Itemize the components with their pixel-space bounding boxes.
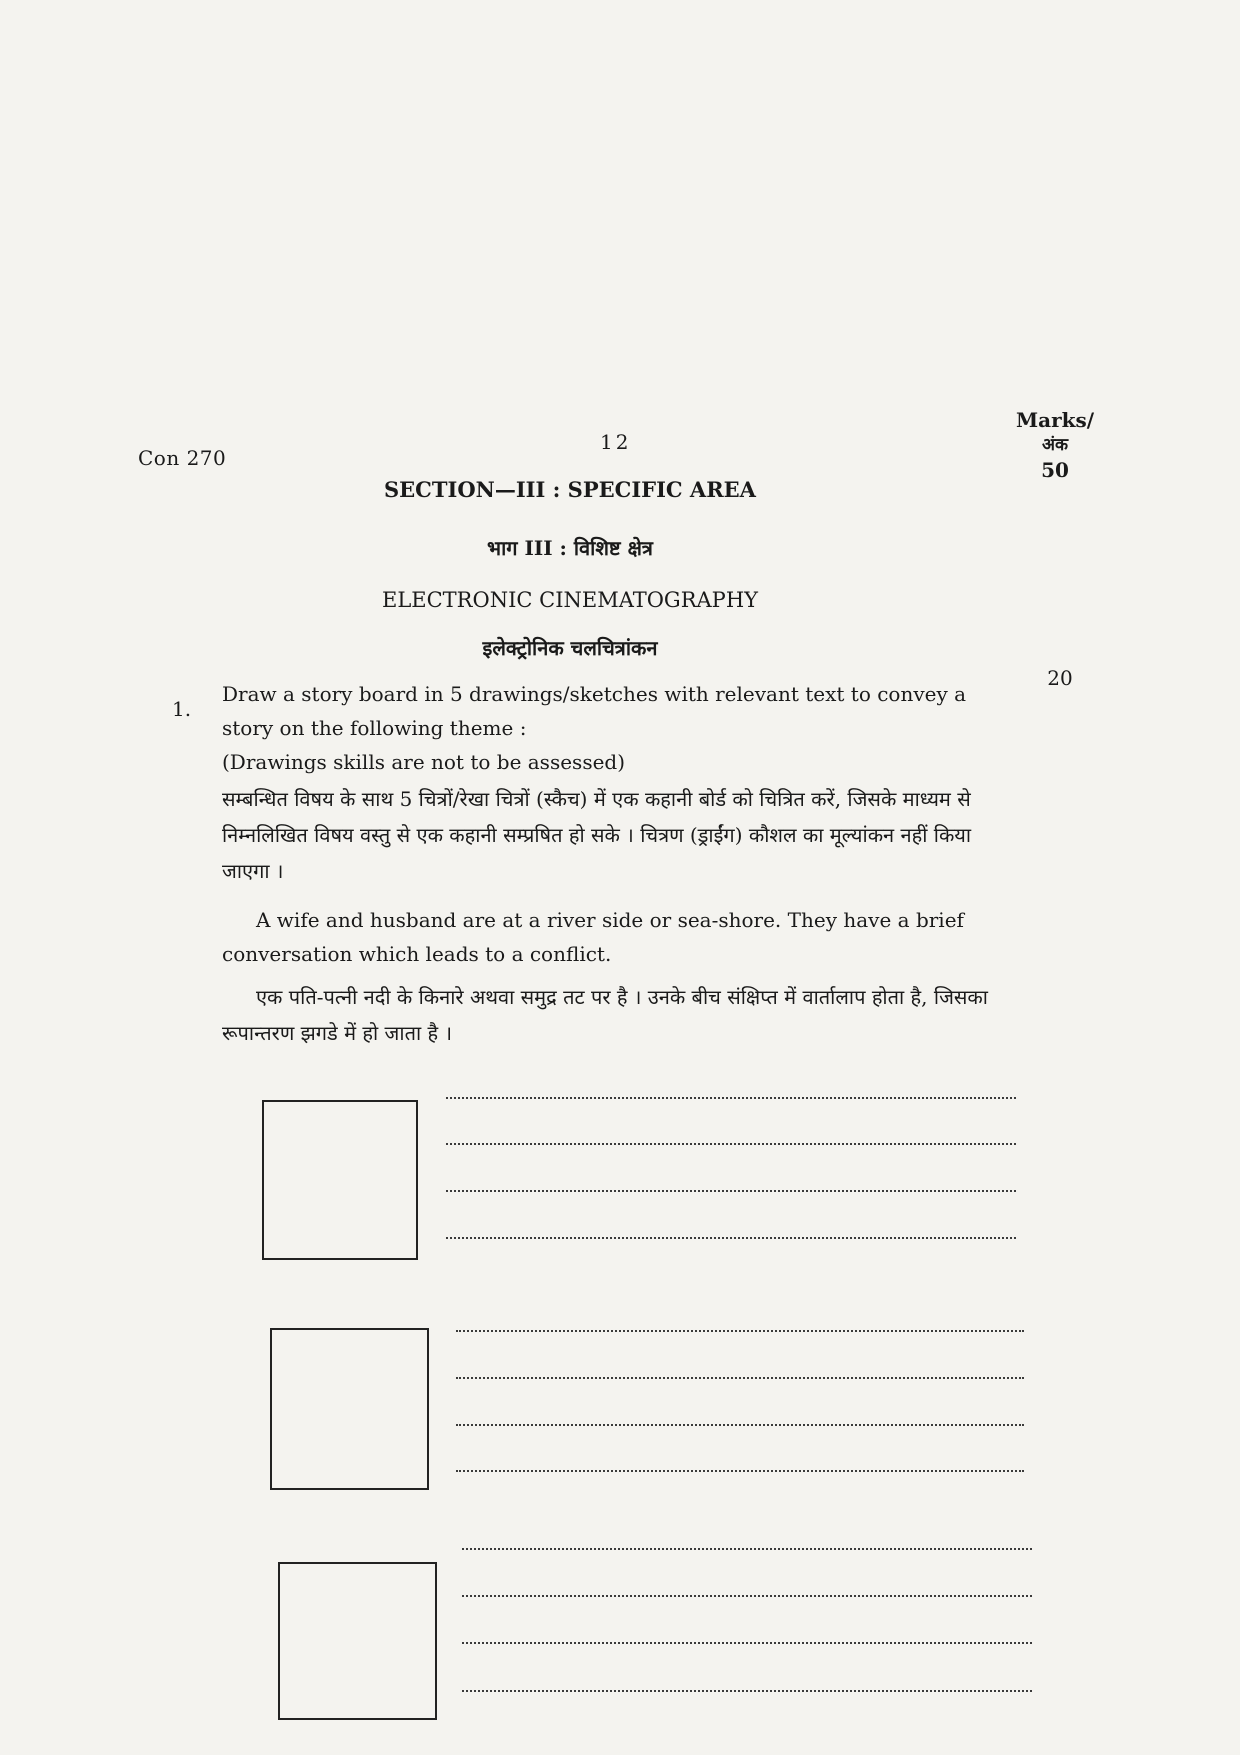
caption-line-3-1[interactable] (462, 1548, 1032, 1550)
question-body (222, 677, 1022, 1051)
page-number: 12 (600, 430, 632, 454)
storyboard-frame-3[interactable] (278, 1562, 437, 1720)
caption-line-3-3[interactable] (462, 1642, 1032, 1644)
caption-line-2-3[interactable] (456, 1424, 1024, 1426)
section-title: SECTION—III : SPECIFIC AREA (384, 477, 756, 502)
paper-code: Con 270 (138, 446, 227, 470)
caption-line-2-4[interactable] (456, 1470, 1024, 1472)
caption-line-1-4[interactable] (446, 1237, 1016, 1239)
marks-label-en: Marks/ (1015, 408, 1095, 432)
story-theme-hi: एक पति-पत्नी नदी के किनारे अथवा समुद्र तट पर है । उनके बीच संक्षिप्त में वार्तालाप होता है, जिसका रूपान्तरण झगडे में हो जाता है । (222, 985, 988, 1045)
story-theme-en: A wife and husband are at a river side or sea-shore. They have a brief conversation which leads to a conflict. (222, 908, 964, 966)
caption-line-2-2[interactable] (456, 1377, 1024, 1379)
caption-line-3-4[interactable] (462, 1690, 1032, 1692)
question-number: 1. (172, 697, 192, 721)
caption-line-1-2[interactable] (446, 1143, 1016, 1145)
caption-line-2-1[interactable] (456, 1330, 1024, 1332)
storyboard-frame-1[interactable] (262, 1100, 418, 1260)
storyboard-frame-2[interactable] (270, 1328, 429, 1490)
question-note-en: (Drawings skills are not to be assessed) (222, 750, 626, 774)
subject-title: ELECTRONIC CINEMATOGRAPHY (382, 588, 758, 612)
question-text-en: Draw a story board in 5 drawings/sketches with relevant text to convey a story on the following theme : (222, 682, 967, 740)
caption-line-1-3[interactable] (446, 1190, 1016, 1192)
question-marks: 20 (1047, 666, 1073, 690)
caption-line-1-1[interactable] (446, 1097, 1016, 1099)
caption-line-3-2[interactable] (462, 1595, 1032, 1597)
subject-title-hindi: इलेक्ट्रोनिक चलचित्रांकन (482, 636, 658, 660)
marks-header (1000, 408, 1110, 483)
marks-label-hi: अंक (1041, 435, 1069, 455)
section-title-hindi: भाग III : विशिष्ट क्षेत्र (487, 536, 653, 560)
question-text-hi: सम्बन्धित विषय के साथ 5 चित्रों/रेखा चित्रों (स्कैच) में एक कहानी बोर्ड को चित्रित करें, जिसके माध्यम से निम्नलिखित विषय वस्तु से एक कहानी सम्प्रषित हो सके । चित्रण (ड्राईंग) कौशल का मूल्यांकन नहीं किया जाएगा । (222, 787, 972, 883)
section-marks: 50 (1041, 458, 1069, 482)
